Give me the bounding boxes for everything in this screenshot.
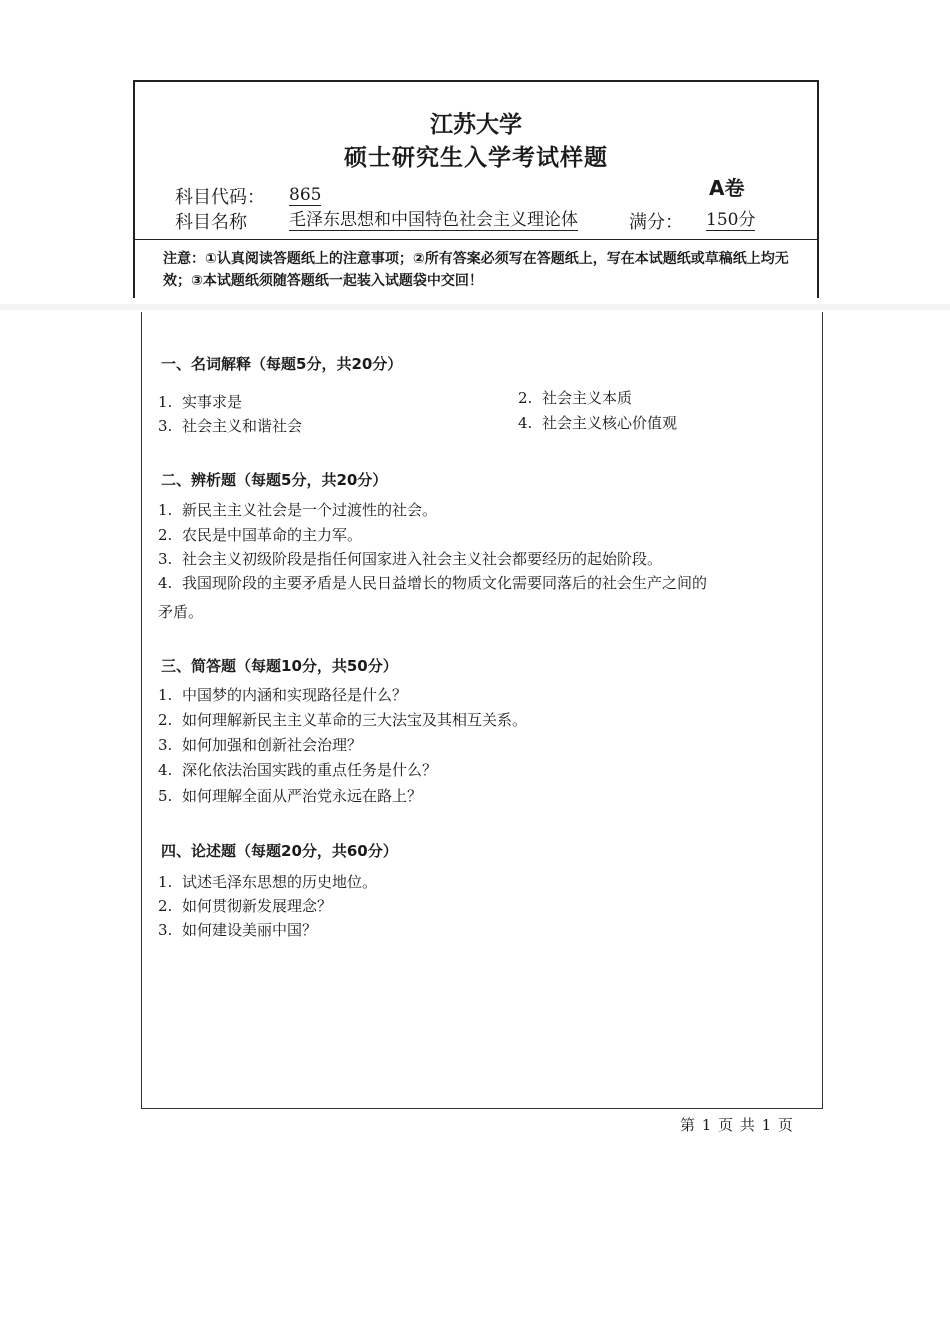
list-item: 2. 社会主义本质 — [518, 389, 633, 407]
list-item: 4. 我国现阶段的主要矛盾是人民日益增长的物质文化需要同落后的社会生产之间的 — [158, 574, 708, 592]
full-score-label: 满分： — [629, 212, 683, 233]
list-item: 1. 实事求是 — [158, 393, 243, 411]
section-title: 二、辨析题（每题5分，共20分） — [161, 471, 388, 489]
subject-name-value: 毛泽东思想和中国特色社会主义理论体 — [289, 210, 578, 230]
section-title: 三、简答题（每题10分，共50分） — [161, 657, 398, 675]
exam-header — [133, 80, 819, 298]
section-title: 四、论述题（每题20分，共60分） — [161, 842, 398, 860]
list-item: 2. 如何理解新民主主义革命的三大法宝及其相互关系。 — [158, 711, 528, 729]
list-item: 1. 新民主主义社会是一个过渡性的社会。 — [158, 501, 438, 519]
section-title: 一、名词解释（每题5分，共20分） — [161, 355, 403, 373]
subject-name-label: 科目名称 — [175, 212, 247, 233]
list-item: 1. 试述毛泽东思想的历史地位。 — [158, 873, 378, 891]
list-item-continuation: 矛盾。 — [158, 603, 204, 621]
list-item: 4. 深化依法治国实践的重点任务是什么？ — [158, 761, 438, 779]
full-score-value: 150分 — [706, 210, 756, 230]
page-number: 第 1 页 共 1 页 — [680, 1116, 793, 1134]
subject-code-value: 865 — [289, 185, 322, 205]
list-item: 3. 如何加强和创新社会治理？ — [158, 736, 363, 754]
list-item: 2. 农民是中国革命的主力军。 — [158, 526, 363, 544]
notice-text: 注意：①认真阅读答题纸上的注意事项；②所有答案必须写在答题纸上，写在本试题纸或草稿纸上均无效；③本试题纸须随答题纸一起装入试题袋中交回！ — [163, 251, 789, 289]
header-divider — [135, 239, 817, 240]
list-item: 3. 社会主义初级阶段是指任何国家进入社会主义社会都要经历的起始阶段。 — [158, 550, 663, 568]
list-item: 1. 中国梦的内涵和实现路径是什么？ — [158, 686, 408, 704]
paper-version: A卷 — [709, 176, 745, 200]
list-item: 4. 社会主义核心价值观 — [518, 414, 678, 432]
list-item: 2. 如何贯彻新发展理念？ — [158, 897, 333, 915]
exam-title: 硕士研究生入学考试样题 — [344, 145, 608, 171]
scan-seam — [0, 304, 950, 310]
school-name: 江苏大学 — [430, 112, 522, 138]
list-item: 3. 如何建设美丽中国？ — [158, 921, 318, 939]
list-item: 3. 社会主义和谐社会 — [158, 417, 303, 435]
list-item: 5. 如何理解全面从严治党永远在路上？ — [158, 787, 423, 805]
subject-code-label: 科目代码： — [175, 187, 265, 208]
